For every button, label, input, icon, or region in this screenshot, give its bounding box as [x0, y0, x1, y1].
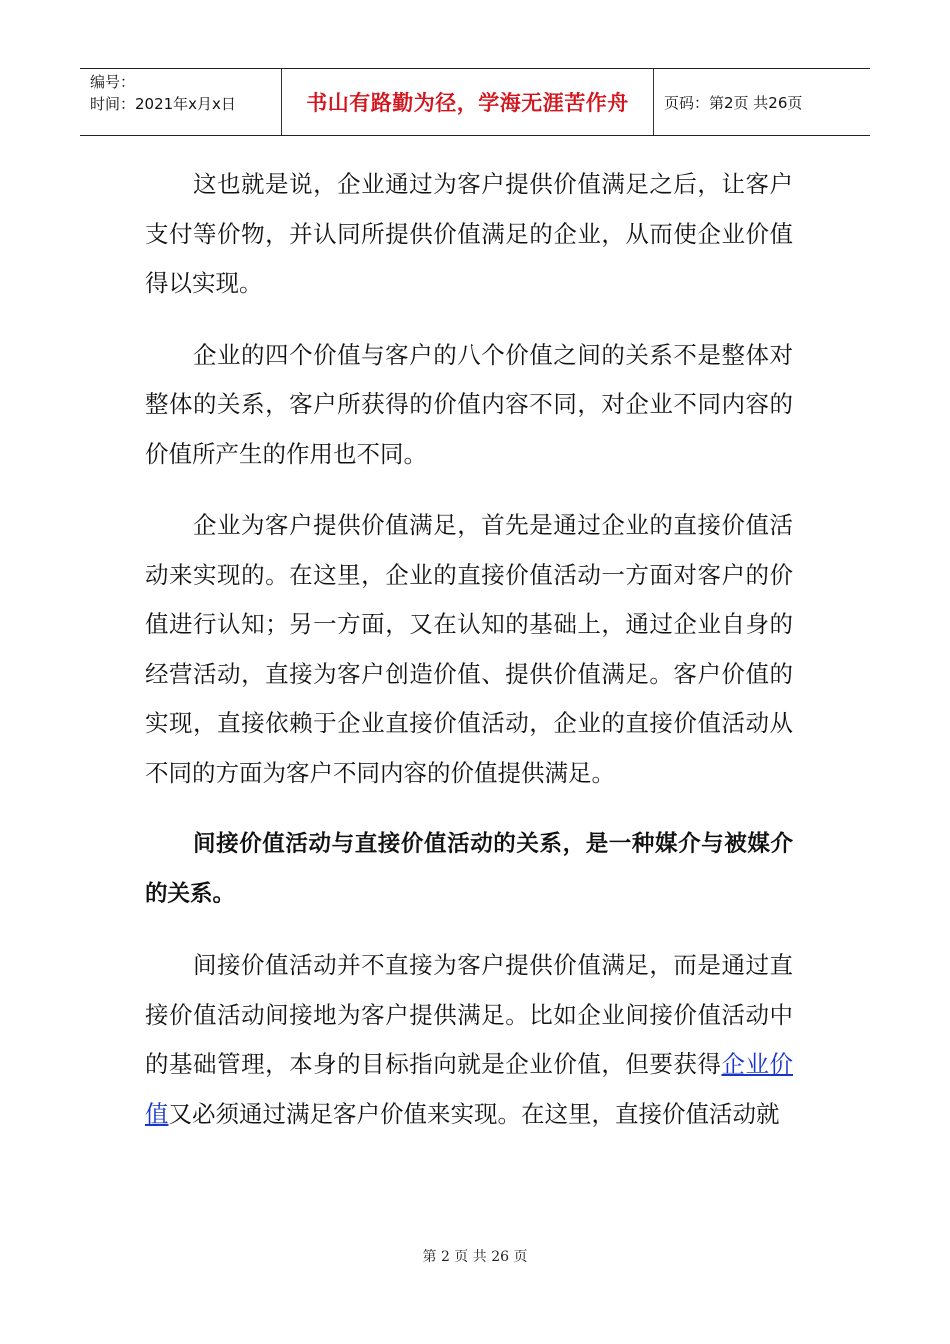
header-page-cell [654, 69, 870, 135]
paragraph-1: 这也就是说，企业通过为客户提供价值满足之后，让客户支付等价物，并认同所提供价值满足的企业，从而使企业价值得以实现。 [145, 170, 793, 297]
header-motto-cell [282, 69, 654, 135]
document-number-label: 编号： [90, 73, 136, 91]
paragraph-heading-bold: 间接价值活动与直接价值活动的关系，是一种媒介与被媒介的关系。 [145, 831, 793, 907]
document-time-label: 时间：2021年x月x日 [90, 95, 236, 113]
header-page-info: 页码：第2页 共26页 [664, 93, 803, 112]
document-body [145, 160, 793, 1161]
header-motto: 书山有路勤为径，学海无涯苦作舟 [306, 91, 629, 115]
enterprise-value-link[interactable]: 企业价值 [145, 1050, 794, 1128]
paragraph-3: 企业为客户提供价值满足，首先是通过企业的直接价值活动来实现的。在这里，企业的直接价值活动一方面对客户的价值进行认知；另一方面，又在认知的基础上，通过企业自身的经营活动，直接为客户创造价值、提供价值满足。客户价值的实现，直接依赖于企业直接价值活动，企业的直接价值活动从不同的方面为客户不同内容的价值提供满足。 [145, 511, 793, 787]
paragraph-5 [145, 941, 793, 1139]
paragraph-5-text-b: 又必须通过满足客户价值来实现。在这里，直接价值活动就 [168, 1099, 780, 1128]
page-footer: 第 2 页 共 26 页 [422, 1249, 528, 1265]
paragraph-5-text-a: 间接价值活动并不直接为客户提供价值满足，而是通过直接价值活动间接地为客户提供满足。比如企业间接价值活动中的基础管理，本身的目标指向就是企业价值，但要获得 [145, 951, 793, 1078]
header-meta-cell [80, 69, 282, 135]
header-table [80, 68, 870, 136]
paragraph-2: 企业的四个价值与客户的八个价值之间的关系不是整体对整体的关系，客户所获得的价值内容不同，对企业不同内容的价值所产生的作用也不同。 [145, 340, 793, 468]
